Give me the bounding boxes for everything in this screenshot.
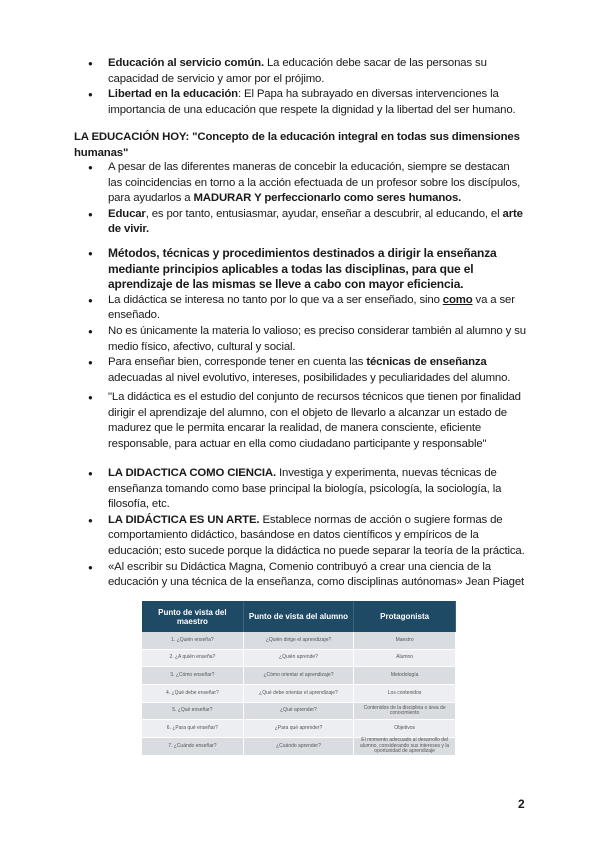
table-header-cell: Punto de vista del maestro — [142, 601, 243, 632]
table-row — [142, 649, 456, 667]
list-item-text: : El Papa ha subrayado en diversas intervenciones la importancia de una educación que respete la dignidad y la libertad del ser humano. — [108, 88, 516, 116]
list-item-text: Para enseñar bien, corresponde tener en cuenta las — [108, 356, 367, 369]
list-item — [86, 160, 526, 207]
table-cell: 7. ¿Cuándo enseñar? — [142, 738, 243, 756]
list-item-text: Investiga y experimenta, nuevas técnicas de enseñanza tomando como base principal la biología, psicología, la sociología, la filosofía, etc. — [108, 467, 502, 511]
table-cell: 2. ¿A quién enseña? — [142, 649, 243, 667]
section-list-3 — [86, 246, 526, 386]
table-cell: ¿Para qué aprender? — [243, 720, 353, 738]
table-cell: 6. ¿Para qué enseñar? — [142, 720, 243, 738]
list-item-text: va a ser enseñado. — [108, 293, 515, 322]
table-row — [142, 685, 456, 703]
table-cell: ¿Qué aprender? — [243, 702, 353, 720]
table-row — [142, 702, 456, 720]
list-item-underlined: como — [442, 293, 473, 306]
list-item-text: adecuadas al nivel evolutivo, intereses, posibilidades y peculiaridades del alumno. — [108, 371, 511, 384]
table-cell: El momento adecuado al desarrollo del alumno, considerando sus intereses y la oportunidad de aprendizaje — [354, 738, 456, 756]
table-cell: ¿Cómo orientar el aprendizaje? — [243, 667, 353, 685]
list-item-bold: LA DIDACTICA COMO CIENCIA. — [108, 467, 277, 479]
table-cell: ¿Quién aprende? — [243, 649, 353, 667]
section-list-4 — [86, 466, 526, 591]
list-item-text: La didáctica se interesa no tanto por lo que va a ser enseñado, sino — [108, 293, 443, 306]
table-header-row — [142, 601, 456, 632]
table-cell: Contenidos de la disciplina o área de conocimiento — [354, 702, 456, 720]
didactics-table — [142, 601, 456, 756]
list-item-bold: arte de vivir. — [108, 207, 523, 236]
table-cell: Alumno — [354, 649, 456, 667]
list-item-bold: técnicas de enseñanza — [366, 356, 487, 369]
section-quote — [86, 390, 526, 452]
table-cell: 4. ¿Qué debe enseñar? — [142, 685, 243, 703]
quote-item: ● "La didáctica es el estudio del conjunto de recursos técnicos que tienen por finalidad dirigir el aprendizaje del alumno, con el objeto de llevarlo a alcanzar un estado de madurez que le permita encarar la realidad, de manera consciente, eficiente responsable, para actuar en ella como ciudadano participante y responsable" — [86, 390, 526, 452]
list-item-bold: Libertad en la educación — [108, 88, 238, 101]
list-item — [86, 87, 526, 118]
table-cell: 3. ¿Cómo enseñar? — [142, 667, 243, 685]
list-item — [86, 293, 526, 324]
list-item-bold: LA DIDÁCTICA ES UN ARTE. — [108, 513, 260, 526]
section-list-2 — [86, 160, 526, 238]
list-item-bold: Educar — [108, 207, 146, 220]
list-item — [86, 207, 526, 238]
table-cell: Metodología — [354, 667, 456, 685]
list-item-text: , es por tanto, entusiasmar, ayudar, enseñar a descubrir, al educando, el — [145, 207, 503, 220]
table-cell: Los contenidos — [354, 685, 456, 703]
table-cell: ¿Qué debe orientar el aprendizaje? — [243, 685, 353, 703]
list-item: ● No es únicamente la materia lo valioso; es preciso considerar también al alumno y su medio físico, afectivo, cultural y social. — [86, 324, 526, 355]
table-cell: Objetivos — [354, 720, 456, 738]
table-cell: Maestro — [354, 632, 456, 649]
table-cell: ¿Quién dirige el aprendizaje? — [243, 632, 353, 649]
list-item — [86, 466, 526, 513]
page-number: 2 — [518, 797, 525, 811]
list-item — [86, 56, 526, 87]
list-item-text: Establece normas de acción o sugiere formas de comportamiento didáctico, basándose en datos científicos y empíricos de la educación; esto sucede porque la didáctica no puede separar la teoría de la práctica. — [108, 513, 525, 557]
list-item: ● Métodos, técnicas y procedimientos destinados a dirigir la enseñanza mediante principios aplicables a todas las disciplinas, para que el aprendizaje de las mismas se lleve a cabo con mayor eficiencia. — [86, 246, 526, 293]
table-row — [142, 632, 456, 649]
list-item: ● «Al escribir su Didáctica Magna, Comenio contribuyó a crear una ciencia de la educación y una técnica de la enseñanza, como disciplinas autónomas» Jean Piaget — [86, 560, 526, 591]
table-header-cell: Punto de vista del alumno — [243, 601, 353, 632]
table-row — [142, 667, 456, 685]
table-cell: ¿Cuándo aprender? — [243, 738, 353, 756]
table-cell: 5. ¿Qué enseñar? — [142, 702, 243, 720]
section-heading: LA EDUCACIÓN HOY: "Concepto de la educación integral en todas sus dimensiones humanas" — [74, 131, 520, 159]
section-list-1 — [86, 56, 526, 118]
list-item — [86, 513, 526, 560]
list-item-bold: Educación al servicio común. — [108, 57, 264, 69]
list-item-bold: MADURAR Y perfeccionarlo como seres humanos. — [193, 192, 462, 205]
list-item-text: La educación debe sacar de las personas su capacidad de servicio y amor por el prójimo. — [108, 57, 487, 85]
list-item — [86, 355, 526, 386]
table-row — [142, 720, 456, 738]
table-header-cell: Protagonista — [354, 601, 456, 632]
table-cell: 1. ¿Quién enseña? — [142, 632, 243, 649]
table-row — [142, 738, 456, 756]
list-item-text: A pesar de las diferentes maneras de concebir la educación, siempre se destacan las coincidencias en torno a la acción efectuada de un profesor sobre los discípulos, para ayudarlos a — [108, 161, 521, 205]
